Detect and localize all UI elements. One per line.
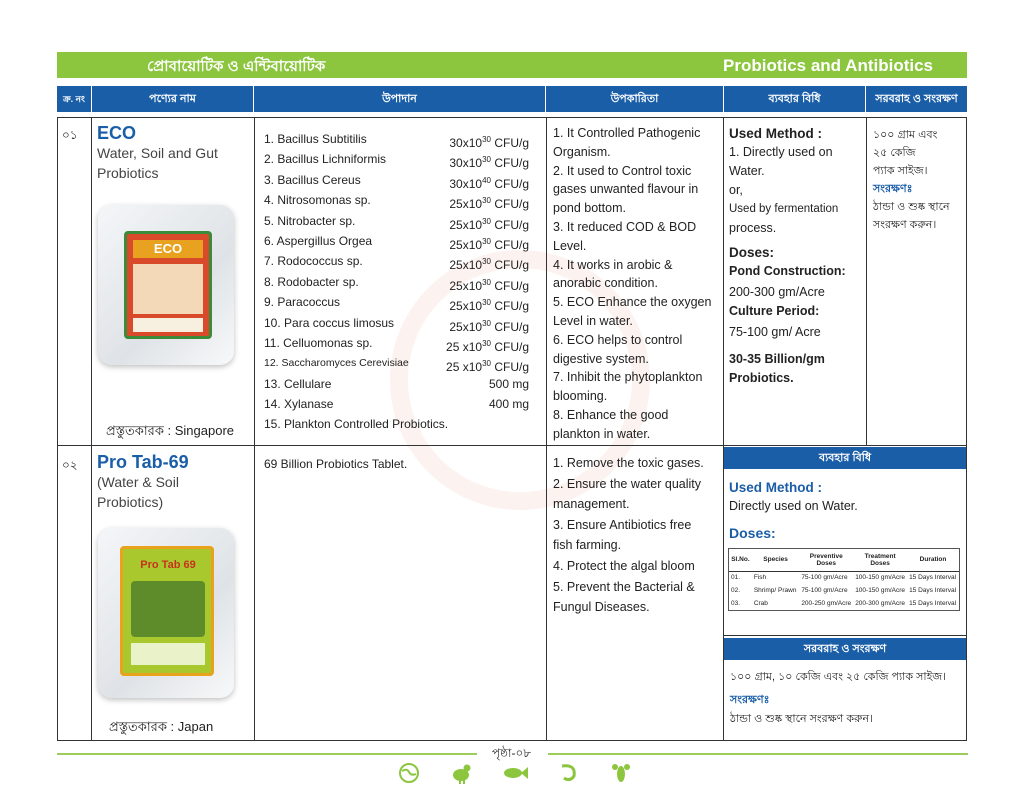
used-method-title: Used Method : — [729, 126, 822, 141]
doses-title: Doses: — [729, 245, 775, 260]
product-name-cell — [97, 453, 189, 512]
manufacturer: প্রস্তুতকারক : Singapore — [106, 423, 235, 438]
title-bengali: প্রোবায়োটিক ও এন্টিবায়োটিক — [147, 58, 326, 75]
ingredient-row: 9. Paracoccus $25x10^{30}$ CFU/g — [264, 295, 529, 314]
table-header — [57, 86, 967, 112]
ingredient-row: 13. Cellulare 500 mg — [264, 376, 529, 391]
manufacturer: প্রস্তুতকারক : Japan — [109, 719, 214, 734]
ingredients-list — [264, 130, 529, 436]
pack-label: ECO — [133, 240, 203, 258]
ingredient-row: 4. Nitrosomonas sp. $25x10^{30}$ CFU/g — [264, 193, 529, 212]
ingredient-row: 1. Bacillus Subtitilis $30x10^{30}$ CFU/g — [264, 132, 529, 150]
title-english: Probiotics and Antibiotics — [723, 56, 933, 75]
benefits-list: 1. It Controlled Pathogenic Organism. 2. It used to Control toxic gases unwanted flavour in pond bottom. 3. It reduced COD & BOD Level. 4. It works in arobic & anorabic condition. 5. ECO Enhance the oxygen Level in water. 6. ECO helps to control digestive system. 7. Inhibit the phytoplankton blooming. 8. Enhance the good plankton in water. — [553, 126, 712, 441]
ingredient-row: 7. Rodococcus sp. $25x10^{30}$ CFU/g — [264, 254, 529, 273]
used-method-title: Used Method : — [729, 480, 822, 495]
footer-ornament-right — [548, 753, 968, 755]
col-header-supply: সরবরাহ ও সংরক্ষণ — [875, 92, 958, 105]
doses-title: Doses: — [729, 525, 776, 541]
col-header-ingredients: উপাদান — [254, 86, 546, 112]
chicken-icon — [448, 760, 476, 786]
benefits-list: 1. Remove the toxic gases. 2. Ensure the water quality management. 3. Ensure Antibiotics free fish farming. 4. Protect the algal bloom 5. Prevent the Bacterial & Fungul Diseases. — [553, 456, 704, 615]
footer-icons — [395, 760, 635, 786]
product-name: Pro Tab-69 — [97, 452, 189, 472]
product-name-cell — [97, 124, 218, 183]
table-row: 03. Crab 200-250 gm/Acre 200-300 gm/Acre 15 Days Interval — [731, 600, 957, 607]
storage-title: সংরক্ষণঃ — [873, 183, 913, 195]
usage-cell: Used Method : Directly used on Water. Doses: — [729, 478, 965, 543]
usage-section-bar: ব্যবহার বিধি — [724, 447, 966, 469]
protab-pack-image — [98, 528, 234, 698]
globe-icon — [395, 760, 423, 786]
title-bar — [57, 52, 967, 78]
col-header-sn: ক্র. নং — [57, 86, 92, 112]
ingredient-row: 15. Plankton Controlled Probiotics. — [264, 417, 449, 432]
ingredient-row: 2. Bacillus Lichniformis $30x10^{30}$ CFU/g — [264, 152, 529, 171]
footer-ornament-left — [57, 753, 477, 755]
supply-section-bar: সরবরাহ ও সংরক্ষণ — [724, 638, 966, 660]
storage-title: সংরক্ষণঃ — [730, 694, 770, 706]
ingredient-row: 14. Xylanase 400 mg — [264, 397, 529, 412]
dose-table: Sl.No. Species Preventive Doses Treatment Doses Duration 01. Fish 75-100 gm/Acre 100-150 gm/Acre 15 Days Interval 02. Shrimp/ Prawn 75-100 gm/Acre 100-150 gm/Acre 15 Days Interval 03. Crab 200-250 gm/Acre 200-300 gm/Acre 15 Days Interval — [728, 548, 960, 611]
product-subtitle-line: Probiotics) — [97, 494, 164, 510]
row-sn: ০১ — [62, 128, 78, 142]
shrimp-icon — [554, 760, 582, 786]
product-subtitle-line: Probiotics — [97, 165, 159, 181]
ingredient-row: 5. Nitrobacter sp. $25x10^{30}$ CFU/g — [264, 213, 529, 232]
supply-cell: ১০০ গ্রাম এবং ২৫ কেজি প্যাক সাইজ। সংরক্ষণঃ ঠান্ডা ও শুষ্ক স্থানে সংরক্ষণ করুন। — [873, 126, 965, 234]
ingredient-row: 6. Aspergillus Orgea $25x10^{30}$ CFU/g — [264, 233, 529, 252]
product-subtitle-line: Water, Soil and Gut — [97, 145, 218, 161]
product-subtitle-line: (Water & Soil — [97, 474, 179, 490]
ingredients-text: 69 Billion Probiotics Tablet. — [264, 457, 408, 471]
fish-icon — [501, 760, 529, 786]
ingredient-row: 3. Bacillus Cereus $30x10^{40}$ CFU/g — [264, 172, 529, 191]
eco-pack-image — [98, 205, 234, 365]
table-row: 01. Fish 75-100 gm/Acre 100-150 gm/Acre 15 Days Interval — [731, 574, 957, 582]
pack-label: Pro Tab 69 — [140, 559, 196, 571]
ingredient-row: 11. Celluomonas sp. 25 $x10^{30}$ CFU/g — [264, 335, 529, 354]
row-sn: ০২ — [62, 458, 78, 472]
usage-cell: Used Method : 1. Directly used on Water. or, Used by fermentation process. Doses: Pond Construction: 200-300 gm/Acre Culture Period: 75-100 gm/ Acre 30-35 Billion/gm Probiotics. — [729, 124, 865, 388]
page-number: পৃষ্ঠা-০৮ — [492, 746, 532, 760]
col-header-usage: ব্যবহার বিধি — [724, 86, 866, 112]
col-header-name: পণ্যের নাম — [92, 86, 254, 112]
product-name: ECO — [97, 123, 137, 143]
ingredient-row: 10. Para coccus limosus $25x10^{30}$ CFU/g — [264, 315, 529, 334]
lobster-icon — [607, 760, 635, 786]
ingredient-row: 12. Saccharomyces Cerevisiae 25 $x10^{30}$ CFU/g — [264, 357, 529, 375]
supply-cell: ১০০ গ্রাম, ১০ কেজি এবং ২৫ কেজি প্যাক সাইজ। সংরক্ষণঃ ঠান্ডা ও শুষ্ক স্থানে সংরক্ষণ করুন। — [730, 668, 966, 729]
ingredient-row: 8. Rodobacter sp. $25x10^{30}$ CFU/g — [264, 274, 529, 293]
table-row: 02. Shrimp/ Prawn 75-100 gm/Acre 100-150 gm/Acre 15 Days Interval — [731, 587, 957, 594]
col-header-benefits: উপকারিতা — [546, 86, 724, 112]
